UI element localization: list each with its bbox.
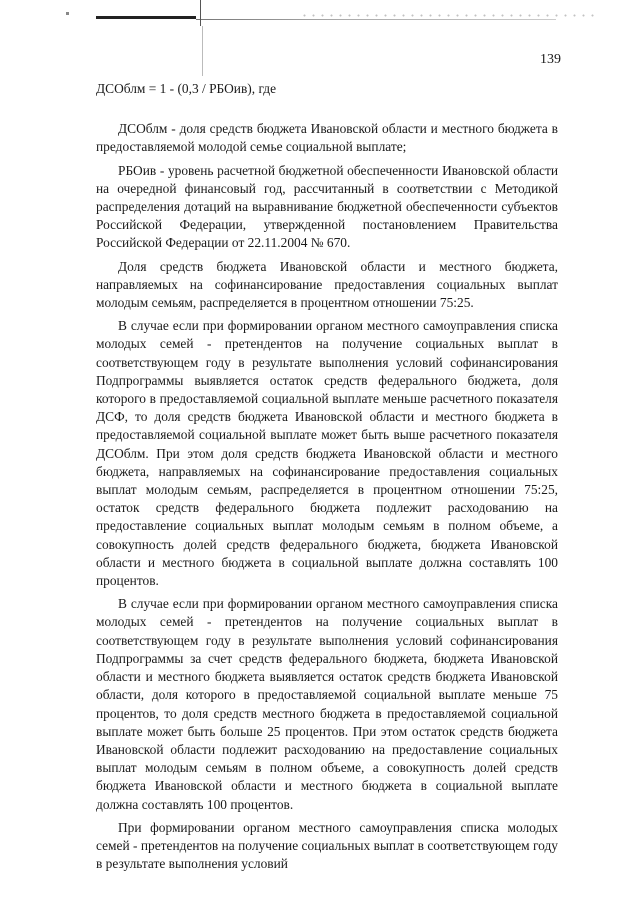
page-number: 139: [540, 52, 561, 67]
scan-artifact: [66, 12, 69, 15]
scan-artifact: [300, 12, 600, 20]
paragraph: При формировании органом местного самоуправления списка молодых семей - претендентов на получение социальных выплат в соответствующем году в результате выполнения условий: [96, 819, 558, 872]
scan-artifact: [200, 0, 201, 26]
paragraph: Доля средств бюджета Ивановской области и местного бюджета, направляемых на софинансирование предоставления социальных выплат молодым семьям, распределяется в процентном отношении 75:25.: [96, 258, 558, 311]
paragraph: РБОив - уровень расчетной бюджетной обеспеченности Ивановской области на очередной финансовый год, рассчитанный в соответствии с Методикой распределения дотаций на выравнивание бюджетной обеспеченности субъектов Российской Федерации, утвержденной постановлением Правительства Российской Федерации от 22.11.2004 № 670.: [96, 162, 558, 251]
formula: ДСОблм = 1 - (0,3 / РБОив), где: [96, 81, 277, 96]
scan-artifact: [96, 16, 196, 19]
scan-artifact: [202, 26, 203, 76]
paragraph: В случае если при формировании органом местного самоуправления списка молодых семей - претендентов на получение социальных выплат в соответствующем году в результате выполнения условий софинансирования Подпрограммы за счет средств федерального бюджета, бюджета Ивановской области и местного бюджета выявляется остаток средств бюджета Ивановской области, доля которого в предоставляемой социальной выплате меньше 75 процентов, то доля средств местного бюджета в предоставляемой социальной выплате может быть больше 25 процентов. При этом остаток средств бюджета Ивановской области подлежит расходованию на предоставление социальных выплат молодым семьям в полном объеме, а совокупность долей средств бюджета Ивановской области и местного бюджета в социальной выплате должна составлять 100 процентов.: [96, 596, 558, 812]
paragraph: ДСОблм - доля средств бюджета Ивановской области и местного бюджета в предоставляемой молодой семье социальной выплате;: [96, 121, 558, 155]
document-body: [96, 80, 558, 878]
paragraph: В случае если при формировании органом местного самоуправления списка молодых семей - претендентов на получение социальных выплат в соответствующем году в результате выполнения условий софинансирования Подпрограммы выявляется остаток средств федерального бюджета, доля которого в предоставляемой социальной выплате меньше расчетного показателя ДСФ, то доля средств бюджета Ивановской области и местного бюджета в предоставляемой социальной выплате может быть выше расчетного показателя ДСОблм. При этом доля средств бюджета Ивановской области и местного бюджета, направляемых на софинансирование предоставления социальных выплат молодым семьям, распределяется в процентном отношении 75:25, остаток средств федерального бюджета подлежит расходованию на предоставление социальных выплат молодым семьям в полном объеме, а совокупность долей средств федерального бюджета, бюджета Ивановской области и местного бюджета в социальной выплате должна составлять 100 процентов.: [96, 318, 558, 589]
